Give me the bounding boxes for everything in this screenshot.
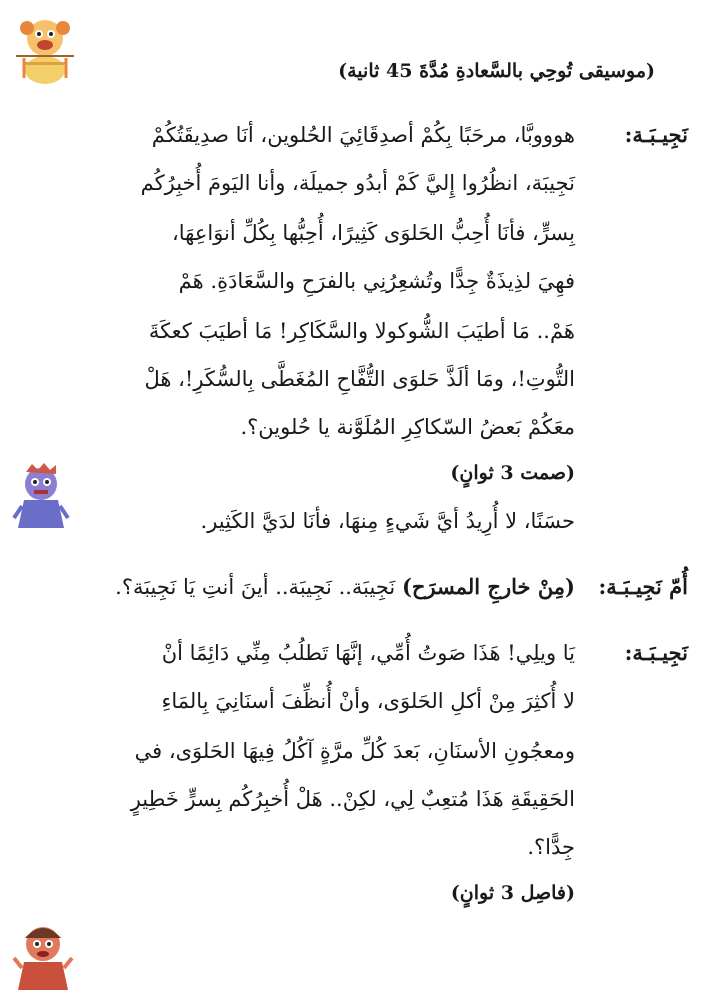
dialogue-line: معَكُمْ بَعضُ السّكاكِرِ المُلَوَّنة يا حُلوين؟. [240, 415, 575, 439]
red-puppet-icon [10, 918, 76, 992]
stage-direction-interval: (فاصِل 3 ثوانٍ) [450, 882, 575, 904]
dialogue-line: لا أُكثِرَ مِنْ أكلِ الحَلوَى، وأنْ أُنظِّفَ أسنَانِيَ بِالمَاءِ [161, 689, 575, 713]
dialogue-line: هَمْ.. مَا أطيَبَ الشُّوكولا والسَّكَاكِر! مَا أطيَبَ كعكَةَ [148, 319, 575, 343]
dialogue-line: بِسرٍّ، فأنَا أُحِبُّ الحَلوَى كَثِيرًا، أُحِبُّها بِكُلِّ أنوَاعِهَا، [171, 221, 575, 245]
mother-dialogue: نَجِيبَة.. نَجِيبَة.. أينَ أنتِ يَا نَجِيبَة؟. [115, 575, 396, 599]
stage-direction-silence: (صمت 3 ثوانٍ) [450, 462, 575, 484]
dialogue-line: الحَقِيقَةِ هَذَا مُتعِبٌ لِي، لكِنْ.. هَلْ أُخبِرُكُم بِسرٍّ خَطِيرٍ [130, 787, 575, 811]
dialogue-line: نَجِيبَة، انظُرُوا إِليَّ كَمْ أبدُو جميلَة، وأنا اليَومَ أُخبِرُكُم [140, 171, 575, 195]
stage-direction-intro: (موسيقى تُوحِي بالسَّعادةِ مُدَّةَ 45 ثانية) [338, 60, 655, 82]
speaker-najiba: نَجِيـبَـة: [624, 122, 688, 147]
blue-puppet-icon [10, 460, 72, 530]
dialogue-line: حسَنًا، لا أُرِيدُ أيَّ شَيءٍ مِنهَا، فأنَا لدَيَّ الكَثِير. [200, 509, 575, 533]
dialogue-line: هوووبَّا، مرحَبًا بِكُمْ أصدِقَائِيَ الحُلوين، أنَا صدِيقَتُكُمْ [151, 123, 575, 147]
dialogue-line: ومعجُونِ الأسنَانِ، بَعدَ كُلِّ مرَّةٍ آكُلُ فِيهَا الحَلوَى، في [134, 739, 575, 763]
speaker-najiba: نَجِيـبَـة: [624, 640, 688, 665]
dialogue-line: فهِيَ لذِيذَةٌ جِدًّا وتُشعِرُنِي بالفرَحِ والسَّعَادَةِ. هَمْ [178, 269, 575, 293]
dialogue-line: التُّوتِ!، ومَا ألَذَّ حَلوَى التُّفَّاحِ المُغَطَّى بِالسُّكَرِ!، هَلْ [144, 367, 575, 391]
yellow-puppet-icon [10, 12, 80, 84]
dialogue-line-mother [115, 572, 575, 602]
dialogue-line: يَا ويلِي! هَذَا صَوتُ أُمِّي، إنَّهَا تَطلُبُ مِنِّي دَائِمًا أنْ [161, 641, 575, 665]
speaker-mother: أُمّ نَجِيـبَـة: [598, 574, 688, 599]
stage-direction-offstage: (مِنْ خارجِ المسرَح) [401, 574, 575, 599]
dialogue-line: جِدًّا؟. [527, 835, 575, 859]
